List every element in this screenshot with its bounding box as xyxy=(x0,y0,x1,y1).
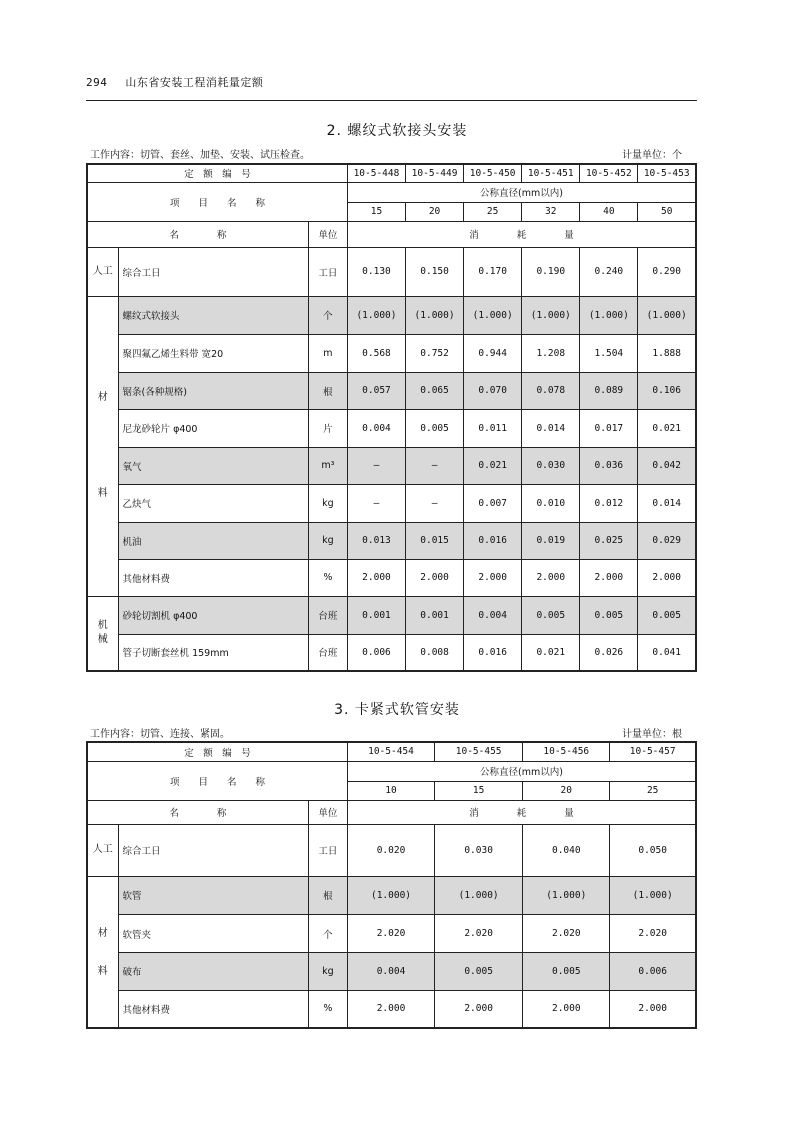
row-unit: 片 xyxy=(308,409,347,447)
value-cell: (1.000) xyxy=(522,296,580,334)
value-cell: 0.006 xyxy=(610,953,696,990)
value-cell: 0.021 xyxy=(464,447,522,484)
value-cell: 0.106 xyxy=(638,372,696,409)
code-label: 定 额 编 号 xyxy=(87,742,347,761)
value-cell: 0.005 xyxy=(435,953,523,990)
value-cell: (1.000) xyxy=(347,296,405,334)
table-row xyxy=(87,484,696,522)
value-cell: 0.012 xyxy=(580,484,638,522)
diameter-cell: 32 xyxy=(522,202,580,221)
value-cell: 0.007 xyxy=(464,484,522,522)
row-unit: 工日 xyxy=(308,247,347,296)
value-cell: 2.000 xyxy=(406,559,464,596)
value-cell: 0.015 xyxy=(406,522,464,559)
header-rule xyxy=(86,100,697,101)
value-cell: 0.130 xyxy=(347,247,405,296)
value-cell: (1.000) xyxy=(580,296,638,334)
value-cell: 0.040 xyxy=(523,824,610,876)
value-cell: 2.020 xyxy=(610,914,696,952)
value-cell: 0.042 xyxy=(638,447,696,484)
diameter-cell: 20 xyxy=(523,781,610,800)
row-name: 砂轮切割机 φ400 xyxy=(118,596,308,634)
diameter-label: 公称直径(mm以内) xyxy=(347,761,696,781)
row-name: 综合工日 xyxy=(118,824,308,876)
value-cell: 0.005 xyxy=(523,953,610,990)
diameter-cell: 10 xyxy=(347,781,434,800)
page-header xyxy=(86,74,263,90)
section2-title: 2. 螺纹式软接头安装 xyxy=(326,123,468,139)
table-row xyxy=(87,634,696,671)
value-cell: 0.752 xyxy=(406,334,464,372)
book-title: 山东省安装工程消耗量定额 xyxy=(125,76,264,89)
row-unit: kg xyxy=(308,522,347,559)
value-cell: 0.016 xyxy=(464,522,522,559)
table-row xyxy=(87,596,696,634)
row-unit: kg xyxy=(308,484,347,522)
value-cell: 0.290 xyxy=(638,247,696,296)
item-name-label: 项 目 名 称 xyxy=(87,182,347,221)
category-labor: 人工 xyxy=(87,824,118,876)
column-header-row xyxy=(87,221,696,247)
diameter-cell: 50 xyxy=(638,202,696,221)
name-column-header: 名 称 xyxy=(87,800,308,824)
code-cell: 10-5-455 xyxy=(435,742,523,761)
row-name: 螺纹式软接头 xyxy=(118,296,308,334)
table-row xyxy=(87,247,696,296)
value-cell: (1.000) xyxy=(464,296,522,334)
value-cell: 0.568 xyxy=(347,334,405,372)
code-cell: 10-5-450 xyxy=(464,164,522,182)
value-cell: 2.000 xyxy=(522,559,580,596)
section2-subline xyxy=(90,146,682,161)
unit-column-header: 单位 xyxy=(308,800,347,824)
section2-unit: 计量单位：个 xyxy=(622,150,682,161)
value-cell: 0.025 xyxy=(580,522,638,559)
row-name: 综合工日 xyxy=(118,247,308,296)
code-cell: 10-5-454 xyxy=(347,742,434,761)
code-row xyxy=(87,742,696,761)
value-cell: 0.005 xyxy=(638,596,696,634)
table-row xyxy=(87,447,696,484)
row-unit: 台班 xyxy=(308,634,347,671)
row-name: 乙炔气 xyxy=(118,484,308,522)
table-row xyxy=(87,334,696,372)
diameter-label: 公称直径(mm以内) xyxy=(347,182,696,202)
row-unit: 工日 xyxy=(308,824,347,876)
row-unit: % xyxy=(308,990,347,1027)
code-cell: 10-5-457 xyxy=(610,742,696,761)
table-row xyxy=(87,990,696,1027)
section2-quota-table xyxy=(86,163,697,672)
value-cell: (1.000) xyxy=(523,876,610,914)
row-name: 其他材料费 xyxy=(118,990,308,1027)
code-cell: 10-5-453 xyxy=(638,164,696,182)
value-cell: 0.001 xyxy=(347,596,405,634)
value-cell: (1.000) xyxy=(610,876,696,914)
row-unit: 个 xyxy=(308,296,347,334)
page-number: 294 xyxy=(86,76,108,89)
value-cell: 0.021 xyxy=(638,409,696,447)
diameter-cell: 15 xyxy=(347,202,405,221)
value-cell: 0.036 xyxy=(580,447,638,484)
value-cell: 0.150 xyxy=(406,247,464,296)
section3-unit: 计量单位：根 xyxy=(622,729,682,740)
row-unit: % xyxy=(308,559,347,596)
value-cell: — xyxy=(347,447,405,484)
value-cell: 0.089 xyxy=(580,372,638,409)
value-cell: 1.208 xyxy=(522,334,580,372)
value-cell: — xyxy=(406,447,464,484)
diameter-cell: 20 xyxy=(406,202,464,221)
value-cell: 0.004 xyxy=(347,409,405,447)
diameter-cell: 15 xyxy=(435,781,523,800)
value-cell: 0.944 xyxy=(464,334,522,372)
value-cell: 0.078 xyxy=(522,372,580,409)
row-unit: 根 xyxy=(308,876,347,914)
name-column-header: 名 称 xyxy=(87,221,308,247)
value-cell: 2.000 xyxy=(464,559,522,596)
value-cell: 0.013 xyxy=(347,522,405,559)
category-material: 材 料 xyxy=(87,296,118,596)
value-cell: 0.001 xyxy=(406,596,464,634)
row-name: 氧气 xyxy=(118,447,308,484)
code-cell: 10-5-448 xyxy=(347,164,405,182)
value-cell: 2.020 xyxy=(523,914,610,952)
section3-subline xyxy=(90,725,682,740)
table-row xyxy=(87,559,696,596)
section2-work-content: 工作内容：切管、套丝、加垫、安装、试压检查。 xyxy=(90,150,310,161)
row-name: 聚四氟乙烯生料带 宽20 xyxy=(118,334,308,372)
code-row xyxy=(87,164,696,182)
row-unit: m³ xyxy=(308,447,347,484)
table-row xyxy=(87,522,696,559)
value-cell: — xyxy=(406,484,464,522)
value-cell: 2.000 xyxy=(580,559,638,596)
code-cell: 10-5-452 xyxy=(580,164,638,182)
value-cell: 0.030 xyxy=(522,447,580,484)
row-unit: 台班 xyxy=(308,596,347,634)
diameter-cell: 25 xyxy=(464,202,522,221)
value-cell: 0.019 xyxy=(522,522,580,559)
row-unit: kg xyxy=(308,953,347,990)
value-cell: 0.030 xyxy=(435,824,523,876)
consumption-column-header: 消 耗 量 xyxy=(347,800,696,824)
unit-column-header: 单位 xyxy=(308,221,347,247)
value-cell: (1.000) xyxy=(347,876,434,914)
section3-work-content: 工作内容：切管、连接、紧固。 xyxy=(90,729,230,740)
value-cell: 2.020 xyxy=(435,914,523,952)
value-cell: 2.000 xyxy=(435,990,523,1027)
row-name: 尼龙砂轮片 φ400 xyxy=(118,409,308,447)
value-cell: 2.000 xyxy=(347,559,405,596)
value-cell: 0.005 xyxy=(580,596,638,634)
category-labor: 人工 xyxy=(87,247,118,296)
value-cell: 0.020 xyxy=(347,824,434,876)
value-cell: 0.011 xyxy=(464,409,522,447)
diameter-cell: 25 xyxy=(610,781,696,800)
row-name: 软管夹 xyxy=(118,914,308,952)
row-name: 管子切断套丝机 159mm xyxy=(118,634,308,671)
value-cell: 0.014 xyxy=(522,409,580,447)
category-machine: 机 械 xyxy=(87,596,118,671)
value-cell: (1.000) xyxy=(435,876,523,914)
value-cell: 0.050 xyxy=(610,824,696,876)
value-cell: 0.016 xyxy=(464,634,522,671)
code-cell: 10-5-449 xyxy=(406,164,464,182)
value-cell: 0.005 xyxy=(522,596,580,634)
code-label: 定 额 编 号 xyxy=(87,164,347,182)
value-cell: 0.170 xyxy=(464,247,522,296)
code-cell: 10-5-456 xyxy=(523,742,610,761)
value-cell: 2.020 xyxy=(347,914,434,952)
value-cell: 0.057 xyxy=(347,372,405,409)
value-cell: 0.240 xyxy=(580,247,638,296)
value-cell: 0.008 xyxy=(406,634,464,671)
value-cell: 0.014 xyxy=(638,484,696,522)
column-header-row xyxy=(87,800,696,824)
value-cell: 0.021 xyxy=(522,634,580,671)
value-cell: 0.010 xyxy=(522,484,580,522)
table-row xyxy=(87,876,696,914)
value-cell: 0.005 xyxy=(406,409,464,447)
value-cell: 0.041 xyxy=(638,634,696,671)
value-cell: 1.504 xyxy=(580,334,638,372)
table-row xyxy=(87,824,696,876)
value-cell: — xyxy=(347,484,405,522)
row-unit: 根 xyxy=(308,372,347,409)
diameter-cell: 40 xyxy=(580,202,638,221)
category-material: 材 料 xyxy=(87,876,118,1028)
row-name: 机油 xyxy=(118,522,308,559)
consumption-column-header: 消 耗 量 xyxy=(347,221,696,247)
value-cell: (1.000) xyxy=(406,296,464,334)
row-unit: 个 xyxy=(308,914,347,952)
value-cell: 1.888 xyxy=(638,334,696,372)
value-cell: 2.000 xyxy=(523,990,610,1027)
value-cell: 0.190 xyxy=(522,247,580,296)
row-name: 锯条(各种规格) xyxy=(118,372,308,409)
item-name-label: 项 目 名 称 xyxy=(87,761,347,800)
value-cell: 0.029 xyxy=(638,522,696,559)
value-cell: 0.065 xyxy=(406,372,464,409)
table-row xyxy=(87,409,696,447)
value-cell: 0.004 xyxy=(347,953,434,990)
section3-quota-table xyxy=(86,741,697,1029)
value-cell: 2.000 xyxy=(347,990,434,1027)
section3-title: 3. 卡紧式软管安装 xyxy=(334,702,460,718)
table-row xyxy=(87,953,696,990)
value-cell: 2.000 xyxy=(638,559,696,596)
table-row xyxy=(87,296,696,334)
value-cell: 2.000 xyxy=(610,990,696,1027)
row-name: 软管 xyxy=(118,876,308,914)
table-row xyxy=(87,372,696,409)
value-cell: 0.006 xyxy=(347,634,405,671)
value-cell: 0.026 xyxy=(580,634,638,671)
code-cell: 10-5-451 xyxy=(522,164,580,182)
value-cell: 0.017 xyxy=(580,409,638,447)
table-row xyxy=(87,914,696,952)
row-name: 其他材料费 xyxy=(118,559,308,596)
value-cell: 0.070 xyxy=(464,372,522,409)
row-name: 破布 xyxy=(118,953,308,990)
value-cell: (1.000) xyxy=(638,296,696,334)
value-cell: 0.004 xyxy=(464,596,522,634)
row-unit: m xyxy=(308,334,347,372)
